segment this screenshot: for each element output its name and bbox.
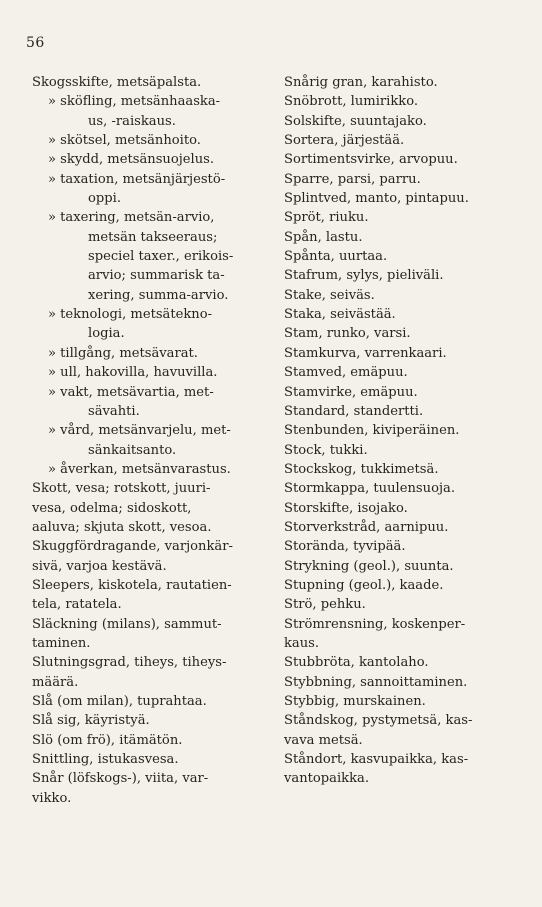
dictionary-line: » teknologi, metsätekno- (48, 307, 213, 323)
dictionary-line: aaluva; skjuta skott, vesoa. (32, 519, 212, 535)
dictionary-line: » vakt, metsävartia, met- (48, 384, 214, 400)
right-dictionary-column (284, 73, 524, 789)
dictionary-line: Spånta, uurtaa. (284, 249, 388, 265)
dictionary-line: Staka, seivästää. (284, 307, 396, 323)
dictionary-line: sänkaitsanto. (88, 442, 177, 458)
dictionary-line: Ståndort, kasvupaikka, kas- (284, 752, 469, 768)
dictionary-line: Snår (löfskogs-), viita, var- (32, 771, 209, 787)
dictionary-line: Stubbröta, kantolaho. (284, 655, 429, 671)
dictionary-line: » ull, hakovilla, havuvilla. (48, 365, 218, 381)
dictionary-line: Sortera, järjestää. (284, 133, 405, 149)
dictionary-line: » åverkan, metsänvarastus. (48, 461, 231, 477)
dictionary-line: Ståndskog, pystymetsä, kas- (284, 713, 473, 729)
dictionary-line: » skydd, metsänsuojelus. (48, 152, 215, 168)
dictionary-line: Stupning (geol.), kaade. (284, 577, 444, 593)
dictionary-line: Solskifte, suuntajako. (284, 113, 427, 129)
dictionary-line: » taxering, metsän-arvio, (48, 210, 215, 226)
dictionary-line: Sparre, parsi, parru. (284, 171, 421, 187)
dictionary-line: Stafrum, sylys, pieliväli. (284, 268, 444, 284)
dictionary-line: » vård, metsänvarjelu, met- (48, 423, 231, 439)
dictionary-line: Slå (om milan), tuprahtaa. (32, 694, 207, 709)
dictionary-line: sävahti. (88, 403, 140, 419)
dictionary-line: Sortimentsvirke, arvopuu. (284, 152, 458, 168)
dictionary-line: Skogsskifte, metsäpalsta. (32, 75, 202, 90)
dictionary-line: Spröt, riuku. (284, 210, 369, 226)
dictionary-line: Stam, runko, varsi. (284, 326, 411, 342)
dictionary-line: Sleepers, kiskotela, rautatien- (32, 577, 232, 593)
dictionary-line: vikko. (32, 790, 72, 806)
dictionary-line: sivä, varjoa kestävä. (32, 558, 167, 574)
dictionary-line: speciel taxer., erikois- (88, 249, 234, 265)
dictionary-line: Standard, standertti. (284, 403, 424, 419)
dictionary-line: Slö (om frö), itämätön. (32, 732, 183, 748)
dictionary-line: Splintved, manto, pintapuu. (284, 191, 469, 207)
dictionary-line: Storverkstråd, aarnipuu. (284, 519, 449, 535)
dictionary-line: Stock, tukki. (284, 442, 368, 458)
dictionary-line: Släckning (milans), sammut- (32, 616, 222, 632)
dictionary-line: Storända, tyvipää. (284, 539, 406, 555)
dictionary-line: kaus. (284, 635, 320, 651)
dictionary-line: määrä. (32, 674, 79, 690)
dictionary-line: Strömrensning, koskenper- (284, 616, 466, 632)
dictionary-line: oppi. (88, 191, 121, 207)
dictionary-line: xering, summa-arvio. (88, 287, 229, 303)
dictionary-line: Slutningsgrad, tiheys, tiheys- (32, 655, 227, 671)
dictionary-line: logia. (88, 326, 125, 342)
dictionary-line: metsän takseeraus; (88, 229, 218, 245)
left-dictionary-column (32, 73, 269, 808)
dictionary-line: » taxation, metsänjärjestö- (48, 171, 226, 187)
dictionary-line: Stenbunden, kiviperäinen. (284, 423, 460, 439)
dictionary-line: vantopaikka. (284, 771, 369, 787)
dictionary-line: Stockskog, tukkimetsä. (284, 461, 439, 477)
dictionary-line: Slå sig, käyristyä. (32, 713, 150, 729)
dictionary-line: » sköfling, metsänhaaska- (48, 94, 221, 110)
dictionary-line: Skuggfördragande, varjonkär- (32, 539, 233, 555)
dictionary-line: Stybbning, sannoittaminen. (284, 674, 468, 690)
dictionary-line: tela, ratatela. (32, 597, 122, 613)
dictionary-line: Storskifte, isojako. (284, 500, 408, 516)
dictionary-line: vesa, odelma; sidoskott, (32, 500, 192, 516)
dictionary-line: Stamkurva, varrenkaari. (284, 345, 447, 361)
dictionary-line: Strö, pehku. (284, 597, 366, 613)
dictionary-line: » skötsel, metsänhoito. (48, 133, 201, 149)
dictionary-line: Stybbig, murskainen. (284, 694, 426, 709)
dictionary-line: Stormkappa, tuulensuoja. (284, 481, 455, 497)
page-number: 56 (26, 35, 45, 51)
dictionary-line: vava metsä. (284, 732, 363, 748)
dictionary-line: Stamved, emäpuu. (284, 365, 408, 381)
dictionary-line: us, -raiskaus. (88, 113, 176, 129)
dictionary-line: taminen. (32, 635, 91, 651)
dictionary-line: Snittling, istukasvesa. (32, 752, 179, 768)
dictionary-line: Snöbrott, lumirikko. (284, 94, 419, 110)
dictionary-line: Skott, vesa; rotskott, juuri- (32, 481, 211, 497)
dictionary-line: » tillgång, metsävarat. (48, 345, 198, 361)
dictionary-line: Stamvirke, emäpuu. (284, 384, 418, 400)
dictionary-line: Snårig gran, karahisto. (284, 75, 438, 90)
dictionary-line: Spån, lastu. (284, 229, 363, 245)
dictionary-line: Stake, seiväs. (284, 287, 375, 303)
dictionary-line: arvio; summarisk ta- (88, 268, 225, 284)
dictionary-line: Strykning (geol.), suunta. (284, 558, 454, 574)
